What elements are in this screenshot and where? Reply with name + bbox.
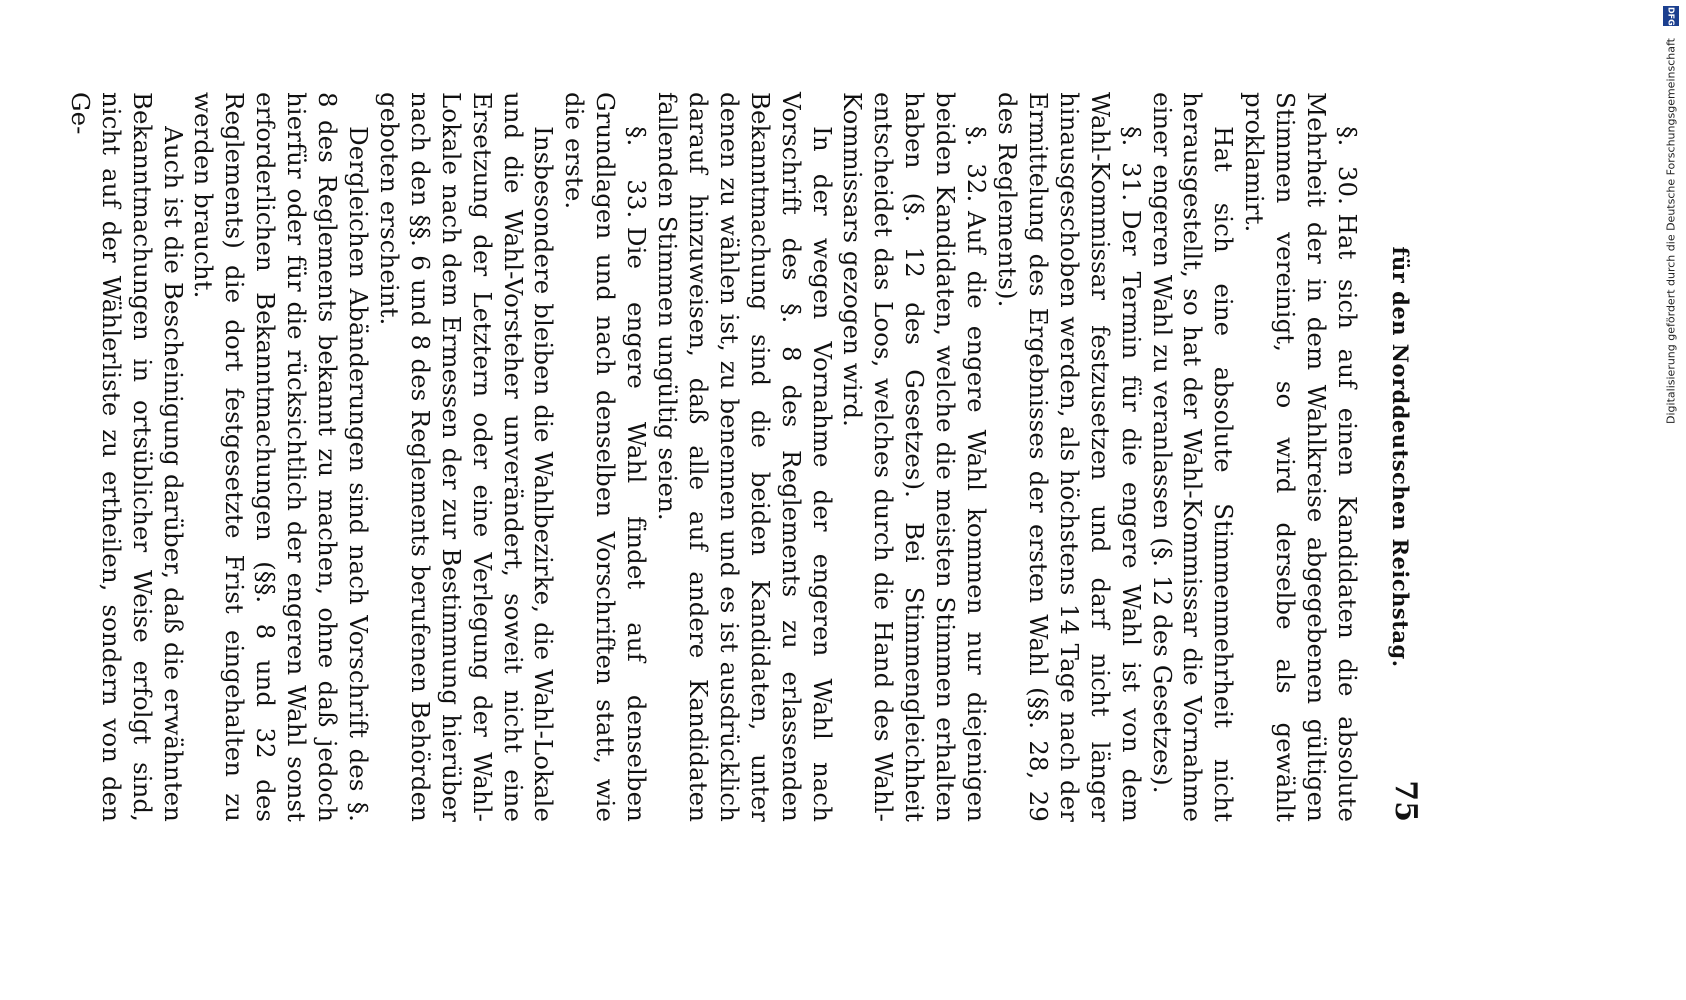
paragraph — [1238, 92, 1362, 822]
paragraph — [991, 92, 1146, 822]
paragraph — [558, 92, 651, 822]
section-number: §. 33. — [622, 126, 652, 219]
paragraph — [373, 92, 558, 822]
running-title: für den Norddeutschen Reichstag. — [1388, 246, 1413, 668]
paragraph-text: Der Termin für die engere Wahl ist von dem Wahl-Kommissar festzusetzen und darf nicht länger hinausgeschoben werden, als höchstens 14 Tage nach der Ermittelung des Ergebnisses der ersten Wahl (§§. 28, 29 des Reglements). — [993, 92, 1146, 822]
paragraph-text: Auch ist die Bescheinigung darüber, daß die erwähnten Bekanntmachungen in ortsüblicher Weise erfolgt sind, nicht auf der Wählerliste zu ertheilen, sondern von den Ge- — [65, 92, 188, 822]
page-header — [1388, 92, 1460, 822]
dfg-logo: DFG — [1663, 6, 1679, 26]
watermark-text: Digitalisierung gefördert durch die Deutsche Forschungsgemeinschaft — [1664, 38, 1678, 424]
paragraph-text: Dergleichen Abänderungen sind nach Vorschrift des §. 8 des Reglements bekannt zu machen, ohne daß jedoch hierfür oder für die rücksichtlich der engeren Wahl sonst erforderlichen Bekanntmachungen (§§. 8 und 32 des Reglements) die dort festgesetzte Frist eingehalten zu werden braucht. — [189, 92, 373, 822]
paragraph-text: Hat sich eine absolute Stimmenmehrheit nicht herausgestellt, so hat der Wahl-Kommissar die Vornahme einer engeren Wahl zu veranlassen (§. 12 des Gesetzes). — [1147, 92, 1239, 822]
section-number: §. 31. — [1116, 126, 1146, 202]
page-number: 75 — [1388, 780, 1423, 822]
section-number: §. 30. — [1333, 126, 1362, 205]
digitization-watermark — [1663, 6, 1679, 456]
paragraph — [651, 92, 836, 822]
paragraph-text: Insbesondere bleiben die Wahlbezirke, die Wahl-Lokale und die Wahl-Vorsteher unverändert, soweit nicht eine Ersetzung der Letztern oder eine Verlegung der Wahl-Lokale nach dem Ermessen der zur Bestimmung hierüber nach den §§. 6 und 8 des Reglements berufenen Behörden geboten erscheint. — [374, 92, 559, 822]
paragraph-text: Die engere Wahl findet auf denselben Grundlagen und nach denselben Vorschriften statt, wie die erste. — [560, 92, 652, 822]
section-number: §. 32. — [962, 126, 992, 203]
rotated-book-page — [0, 70, 1460, 850]
paragraph-text: In der wegen Vornahme der engeren Wahl nach Vorschrift des §. 8 des Reglements zu erlassenden Bekanntmachung sind die beiden Kandidaten, unter denen zu wählen ist, zu benennen und es ist ausdrücklich darauf hinzuweisen, daß alle auf andere Kandidaten fallenden Stimmen ungültig seien. — [653, 92, 837, 822]
paragraph-text: Auf die engere Wahl kommen nur diejenigen beiden Kandidaten, welche die meisten Stimmen erhalten haben (§. 12 des Gesetzes). Bei Stimmengleichheit entscheidet das Loos, welches durch die Hand des Wahl-Kommissars gezogen wird. — [838, 92, 992, 822]
paragraph — [64, 92, 188, 822]
paragraph — [837, 92, 992, 822]
paragraph — [188, 92, 373, 822]
body-text — [64, 92, 1362, 822]
paragraph — [1146, 92, 1239, 822]
paragraph-text: Hat sich auf einen Kandidaten die absolute Mehrheit der in dem Wahlkreise abgegebenen gültigen Stimmen vereinigt, so wird derselbe als gewählt proklamirt. — [1240, 92, 1362, 822]
